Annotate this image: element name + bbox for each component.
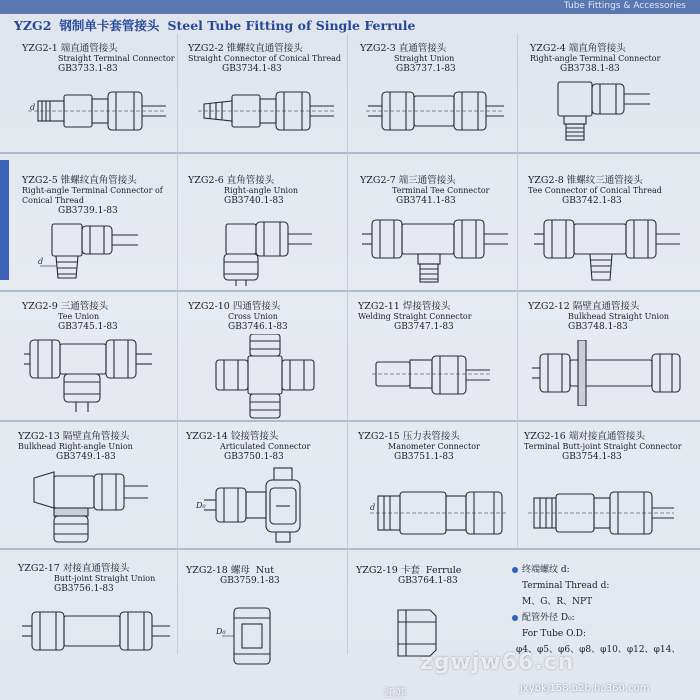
dim-label: D₀ — [196, 501, 206, 510]
fitting-code: YZG2-16 端对接直通管接头 — [524, 431, 645, 442]
bulkhead-right-angle-union-drawing — [30, 470, 160, 546]
fitting-name-en: Articulated Connector — [220, 442, 311, 451]
fitting-standard: GB3749.1-83 — [56, 452, 116, 462]
fitting-standard: GB3738.1-83 — [560, 64, 620, 74]
fitting-entry — [358, 428, 480, 462]
fitting-code: YZG2-2 锥螺纹直通管接头 — [188, 43, 303, 54]
column-divider — [177, 34, 178, 654]
fitting-standard: GB3734.1-83 — [222, 64, 282, 74]
conical-straight-connector-drawing — [198, 86, 338, 136]
fitting-entry — [360, 40, 456, 74]
row-divider — [0, 152, 700, 154]
fitting-entry — [22, 172, 172, 216]
fitting-standard: GB3754.1-83 — [562, 452, 622, 462]
banner-text: Tube Fittings & Accessories — [563, 1, 686, 11]
fitting-name-en: Straight Connector of Conical Thread — [188, 54, 341, 63]
heading-code: YZG2 — [14, 18, 52, 33]
fitting-standard: GB3747.1-83 — [394, 322, 454, 332]
fitting-code: YZG2-19 卡套 — [356, 565, 420, 576]
fitting-standard: GB3742.1-83 — [562, 196, 622, 206]
fitting-standard: GB3750.1-83 — [224, 452, 284, 462]
fitting-entry — [22, 298, 118, 332]
fitting-code: YZG2-11 焊接管接头 — [358, 301, 451, 312]
fitting-standard: GB3733.1-83 — [58, 64, 118, 74]
cross-union-drawing — [210, 334, 320, 420]
fitting-standard: GB3740.1-83 — [224, 196, 284, 206]
fitting-entry — [356, 562, 461, 586]
fitting-name-en: Straight Terminal Connector — [58, 54, 175, 63]
fitting-standard: GB3746.1-83 — [228, 322, 288, 332]
fitting-name-en: Right-angle Union — [224, 186, 299, 195]
legend-od-cn: 配管外径 D₀: — [522, 613, 575, 623]
legend-thread-en: Terminal Thread d: — [522, 581, 610, 591]
fitting-entry — [524, 428, 682, 462]
dim-label: d — [38, 257, 44, 266]
fitting-entry — [186, 428, 310, 462]
dim-label: D₀ — [216, 627, 226, 636]
row-divider — [0, 548, 700, 550]
fitting-standard: GB3764.1-83 — [398, 576, 458, 586]
tee-union-drawing — [24, 336, 164, 416]
butt-joint-union-drawing — [22, 608, 172, 654]
fitting-standard: GB3737.1-83 — [396, 64, 456, 74]
heading-title-en: Steel Tube Fitting of Single Ferrule — [167, 18, 416, 33]
bulkhead-straight-union-drawing — [532, 340, 682, 406]
dim-label: d — [370, 503, 376, 512]
articulated-connector-drawing — [196, 466, 336, 546]
fitting-name-en: Right-angle Terminal Connector — [530, 54, 661, 63]
fitting-name-en: Tee Union — [58, 312, 100, 321]
fitting-name-en: Straight Union — [394, 54, 455, 63]
legend-thread-cn: 终端螺纹 d: — [522, 565, 570, 575]
nut-drawing — [214, 604, 294, 670]
fitting-code: YZG2-6 直角管接头 — [188, 175, 275, 186]
fitting-name-en: Right-angle Terminal Connector of Conical Thread — [22, 186, 163, 205]
fitting-entry — [528, 298, 669, 332]
terminal-tee-connector-drawing — [362, 214, 510, 286]
dim-label: d — [30, 103, 36, 112]
fitting-code: YZG2-8 锥螺纹三通管接头 — [528, 175, 643, 186]
fitting-standard: GB3748.1-83 — [568, 322, 628, 332]
top-banner — [0, 0, 700, 14]
right-angle-union-drawing — [206, 216, 336, 286]
fitting-name-en: Terminal Butt-joint Straight Connector — [524, 442, 682, 451]
bullet-icon — [512, 567, 518, 573]
watermark-left: 江苏 — [384, 686, 406, 699]
straight-terminal-connector-drawing — [28, 86, 168, 136]
fitting-entry — [528, 172, 662, 206]
fitting-entry — [22, 40, 175, 74]
fitting-entry — [360, 172, 489, 206]
fitting-name-en: Bulkhead Straight Union — [568, 312, 670, 321]
fitting-name-en: Terminal Tee Connector — [392, 186, 490, 195]
right-angle-terminal-connector-drawing — [550, 78, 680, 142]
side-tab — [0, 160, 9, 280]
fitting-code: YZG2-17 对接直通管接头 — [18, 563, 130, 574]
fitting-code: YZG2-9 三通管接头 — [22, 301, 109, 312]
column-divider — [517, 34, 518, 549]
fitting-standard: GB3745.1-83 — [58, 322, 118, 332]
legend — [512, 562, 692, 658]
fitting-code: YZG2-1 端直通管接头 — [22, 43, 118, 54]
fitting-code: YZG2-5 锥螺纹直角管接头 — [22, 175, 137, 186]
fitting-entry — [188, 172, 298, 206]
bullet-icon — [512, 615, 518, 621]
row-divider — [0, 420, 700, 422]
watermark-text: zgwjw66.cn — [420, 650, 575, 675]
legend-thread-values: M、G、R、NPT — [522, 597, 593, 607]
fitting-standard: GB3756.1-83 — [54, 584, 114, 594]
fitting-name-en: Tee Connector of Conical Thread — [528, 186, 662, 195]
row-divider — [0, 290, 700, 292]
fitting-code: YZG2-12 隔壁直通管接头 — [528, 301, 640, 312]
fitting-code: YZG2-14 铰接管接头 — [186, 431, 279, 442]
fitting-code: YZG2-4 端直角管接头 — [530, 43, 626, 54]
fitting-standard: GB3741.1-83 — [396, 196, 456, 206]
terminal-butt-joint-connector-drawing — [528, 488, 678, 538]
fitting-name-en: Bulkhead Right-angle Union — [18, 442, 133, 451]
conical-tee-connector-drawing — [534, 214, 682, 286]
fitting-code: YZG2-13 隔壁直角管接头 — [18, 431, 130, 442]
legend-od-values: φ4、φ5、φ6、φ8、φ10、φ12、φ14、 — [516, 645, 681, 655]
fitting-standard: GB3739.1-83 — [58, 206, 118, 216]
fitting-name-en: Nut — [255, 565, 275, 576]
conical-right-angle-connector-drawing — [34, 218, 164, 284]
column-divider — [347, 34, 348, 654]
fitting-standard: GB3759.1-83 — [220, 576, 280, 586]
fitting-entry — [188, 40, 341, 74]
fitting-entry — [18, 428, 133, 462]
fitting-code: YZG2-7 端三通管接头 — [360, 175, 456, 186]
fitting-entry — [530, 40, 660, 74]
fitting-name-en: Ferrule — [425, 565, 462, 576]
fitting-entry — [358, 298, 472, 332]
fitting-code: YZG2-18 螺母 Nut — [186, 565, 275, 576]
manometer-connector-drawing — [370, 488, 510, 538]
fitting-entry — [188, 298, 288, 332]
fitting-entry — [18, 560, 155, 594]
fitting-name-en: Butt-joint Straight Union — [54, 574, 156, 583]
fitting-name-en: Welding Straight Connector — [358, 312, 472, 321]
fitting-name-en: Cross Union — [228, 312, 278, 321]
fitting-code: YZG2-10 四通管接头 — [188, 301, 281, 312]
straight-union-drawing — [366, 86, 506, 136]
legend-od-en: For Tube O.D: — [522, 629, 587, 639]
page-heading — [14, 16, 423, 34]
fitting-entry — [186, 562, 280, 586]
fitting-standard: GB3751.1-83 — [394, 452, 454, 462]
fitting-code: YZG2-3 直通管接头 — [360, 43, 447, 54]
fitting-code: YZG2-15 压力表管接头 — [358, 431, 460, 442]
welding-straight-connector-drawing — [372, 350, 512, 400]
watermark-url: jxybkj158.b2b.hc360.com — [520, 683, 650, 694]
fitting-name-en: Manometer Connector — [388, 442, 480, 451]
heading-title-cn: 钢制单卡套管接头 — [59, 18, 160, 33]
